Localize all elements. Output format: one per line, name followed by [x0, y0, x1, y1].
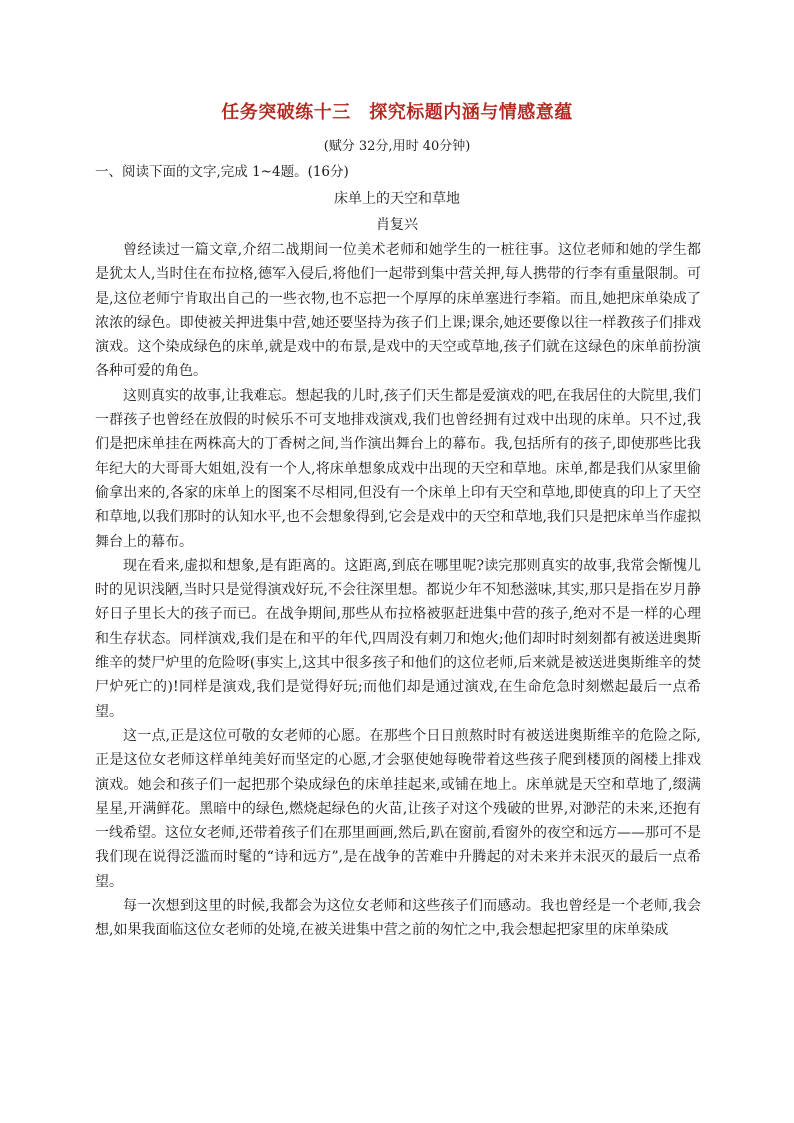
- article-paragraph: 这则真实的故事,让我难忘。想起我的儿时,孩子们天生都是爱演戏的吧,在我居住的大院里,我们一群孩子也曾经在放假的时候乐不可支地排戏演戏,我们也曾经拥有过戏中出现的床单。只不过,我们是把床单挂在两株高大的丁香树之间,当作演出舞台上的幕布。我,包括所有的孩子,即使那些比我年纪大的大哥哥大姐姐,没有一个人,将床单想象成戏中出现的天空和草地。床单,都是我们从家里偷偷拿出来的,各家的床单上的图案不尽相同,但没有一个床单上印有天空和草地,即使真的印上了天空和草地,以我们那时的认知水平,也不会想象得到,它会是戏中的天空和草地,我们只是把床单当作虚拟舞台上的幕布。: [95, 387, 701, 550]
- article-author: 肖复兴: [376, 217, 418, 233]
- article-paragraph: 现在看来,虚拟和想象,是有距离的。这距离,到底在哪里呢?读完那则真实的故事,我常会惭愧儿时的见识浅陋,当时只是觉得演戏好玩,不会往深里想。都说少年不知愁滋味,其实,那只是指在岁月静好日子里长大的孩子而已。在战争期间,那些从布拉格被驱赶进集中营的孩子,绝对不是一样的心理和生存状态。同样演戏,我们是在和平的年代,四周没有刺刀和炮火;他们却时时刻刻都有被送进奥斯维辛的焚尸炉里的危险呀(事实上,这其中很多孩子和他们的这位老师,后来就是被送进奥斯维辛的焚尸炉死亡的)!同样是演戏,我们是觉得好玩;而他们却是通过演戏,在生命危急时刻燃起最后一点希望。: [95, 557, 701, 720]
- page-title: 任务突破练十三 探究标题内涵与情感意蕴: [221, 102, 573, 123]
- article-title: 床单上的天空和草地: [334, 191, 460, 207]
- article-paragraph: 每一次想到这里的时候,我都会为这位女老师和这些孩子们而感动。我也曾经是一个老师,我会想,如果我面临这位女老师的处境,在被关进集中营之前的匆忙之中,我会想起把家里的床单染成: [95, 898, 701, 939]
- article-paragraph: 这一点,正是这位可敬的女老师的心愿。在那些个日日煎熬时时有被送进奥斯维辛的危险之际,正是这位女老师这样单纯美好而坚定的心愿,才会驱使她每晚带着这些孩子爬到楼顶的阁楼上排戏演戏。她会和孩子们一起把那个染成绿色的床单挂起来,或铺在地上。床单就是天空和草地了,缀满星星,开满鲜花。黑暗中的绿色,燃烧起绿色的火苗,让孩子对这个残破的世界,对渺茫的未来,还抱有一线希望。这位女老师,还带着孩子们在那里画画,然后,趴在窗前,看窗外的夜空和远方——那可不是我们现在说得泛滥而时髦的“诗和远方”,是在战争的苦难中升腾起的对未来并未泯灭的最后一点希望。: [95, 727, 701, 890]
- article-paragraph: 曾经读过一篇文章,介绍二战期间一位美术老师和她学生的一桩往事。这位老师和她的学生都是犹太人,当时住在布拉格,德军入侵后,将他们一起带到集中营关押,每人携带的行李有重量限制。可是,这位老师宁肯取出自己的一些衣物,也不忘把一个厚厚的床单塞进行李箱。而且,她把床单染成了浓浓的绿色。即使被关押进集中营,她还要坚持为孩子们上课;课余,她还要像以往一样教孩子们排戏演戏。这个染成绿色的床单,就是戏中的布景,是戏中的天空或草地,孩子们就在这绿色的床单前扮演各种可爱的角色。: [95, 242, 701, 380]
- article-body: [95, 238, 701, 943]
- score-time-note: (赋分 32分,用时 40分钟): [323, 139, 471, 154]
- question-instruction: 一、阅读下面的文字,完成 1~4题。(16分): [95, 164, 349, 180]
